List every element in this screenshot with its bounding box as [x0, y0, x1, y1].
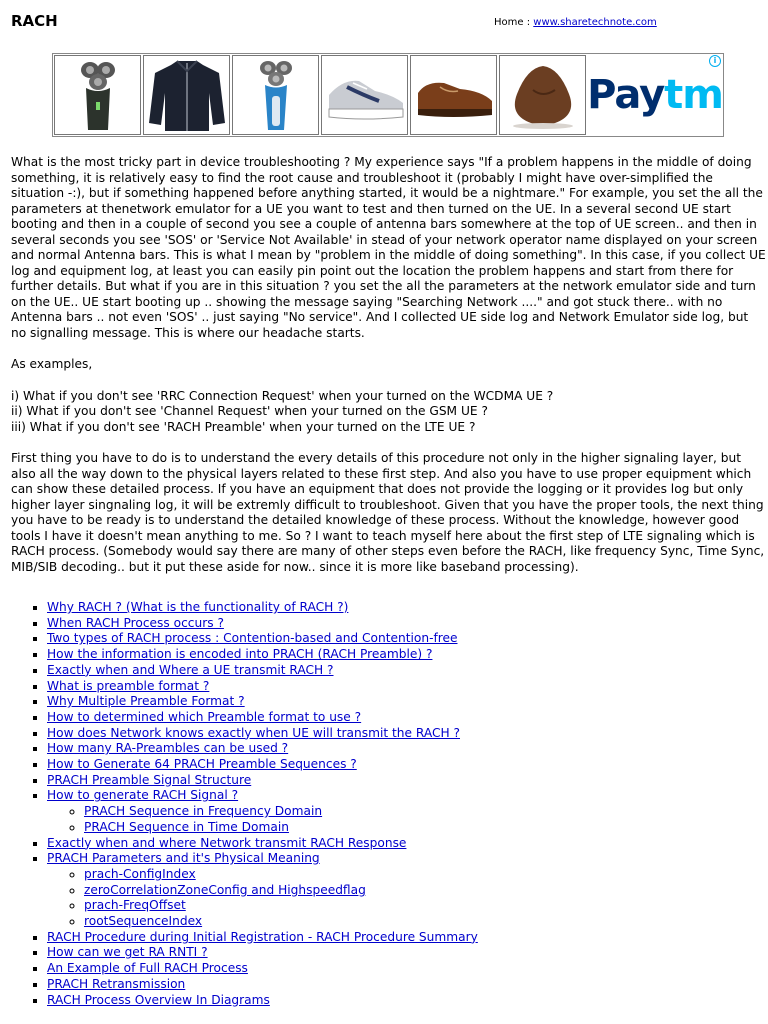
toc-subitem — [84, 883, 751, 899]
toc-link[interactable]: How many RA-Preambles can be used ? — [47, 741, 289, 756]
toc-link[interactable]: RACH Procedure during Initial Registration - RACH Procedure Summary — [47, 929, 478, 944]
toc-item — [47, 961, 751, 977]
toc-item — [47, 836, 751, 852]
toc-item — [47, 945, 751, 961]
toc-sublist — [47, 867, 751, 930]
toc-link[interactable]: PRACH Retransmission — [47, 976, 186, 991]
toc-sublink[interactable]: prach-ConfigIndex — [84, 866, 196, 881]
home-label: Home : — [494, 17, 534, 28]
home-link[interactable]: www.sharetechnote.com — [533, 17, 657, 28]
toc-subitem — [84, 898, 751, 914]
toc-link[interactable]: How the information is encoded into PRACH (RACH Preamble) ? — [47, 647, 433, 662]
toc-link[interactable]: An Example of Full RACH Process — [47, 961, 248, 976]
ad-item-sneaker[interactable] — [321, 55, 408, 135]
ad-item-jacket[interactable] — [143, 55, 230, 135]
toc-sublink[interactable]: PRACH Sequence in Time Domain — [84, 819, 289, 834]
paytm-tm: tm — [664, 72, 723, 118]
toc-item — [47, 851, 751, 930]
toc-link[interactable]: Two types of RACH process : Contention-based and Contention-free — [47, 631, 458, 646]
toc-item — [47, 726, 751, 742]
toc-link[interactable]: Why RACH ? (What is the functionality of RACH ?) — [47, 600, 349, 614]
example-item: i) What if you don't see 'RRC Connection Request' when your turned on the WCDMA UE ? — [11, 388, 554, 403]
toc-link[interactable]: When RACH Process occurs ? — [47, 615, 224, 630]
toc-sublink[interactable]: rootSequenceIndex — [84, 914, 203, 929]
brown-shoe-icon — [412, 65, 496, 125]
toc-link[interactable]: RACH Process Overview In Diagrams — [47, 992, 270, 1007]
example-item: ii) What if you don't see 'Channel Request' when your turned on the GSM UE ? — [11, 404, 488, 418]
jacket-icon — [147, 57, 227, 133]
toc-link[interactable]: How to determined which Preamble format to use ? — [47, 709, 362, 724]
examples-intro: As examples, — [11, 357, 93, 371]
toc-subitem — [84, 804, 751, 820]
toc-link[interactable]: PRACH Preamble Signal Structure — [47, 772, 252, 787]
ad-item-bean-bag[interactable] — [499, 55, 586, 135]
electric-shaver-icon — [68, 58, 128, 132]
toc-link[interactable]: Exactly when and where Network transmit RACH Response — [47, 835, 407, 850]
toc-link[interactable]: How to generate RACH Signal ? — [47, 788, 239, 803]
ad-banner[interactable] — [52, 53, 724, 137]
toc-item — [47, 631, 751, 647]
toc-sublink[interactable]: prach-FreqOffset — [84, 898, 186, 913]
toc-item — [47, 616, 751, 632]
ad-item-brown-shoe[interactable] — [410, 55, 497, 135]
toc-item — [47, 993, 751, 1009]
toc-sublist — [47, 804, 751, 835]
toc-link[interactable]: How does Network knows exactly when UE will transmit the RACH ? — [47, 725, 460, 740]
toc-item — [47, 788, 751, 835]
toc-item — [47, 741, 751, 757]
toc-subitem — [84, 914, 751, 930]
toc-item — [47, 647, 751, 663]
body-paragraph-2: First thing you have to do is to understand the every details of this procedure not only in the higher signaling layer, but also all the way down to the physical layers related to these first step. And also you have to use proper equipment which can show these detailed process. If you have an equipment that does not provide the logging or it provides log but only higher layer singnaling log, it will be extremly difficult to troubleshoot. Given that you have the proper tools, the next thing you have to be ready is to understand the detailed knowledge of these process. Without the knowledge, however good tools I have it doesn't mean anything to me. So ? I want to teach myself here about the first step of LTE signaling which is RACH process. (Somebody would say there are many of other steps even before the RACH, like frequency Sync, Time Sync, MIB/SIB decoding.. but it put these aside for now.. since it is more like baseband processing). — [11, 451, 765, 574]
toc-item — [47, 679, 751, 695]
ad-info-icon[interactable]: i — [709, 55, 721, 67]
blue-shaver-icon — [246, 58, 306, 132]
paytm-logo[interactable] — [587, 54, 723, 136]
toc-item — [47, 710, 751, 726]
toc-item — [47, 757, 751, 773]
toc-item — [47, 930, 751, 946]
page-title: RACH — [11, 12, 58, 30]
toc-item — [47, 694, 751, 710]
toc-sublink[interactable]: PRACH Sequence in Frequency Domain — [84, 804, 323, 819]
toc-link[interactable]: How can we get RA RNTI ? — [47, 945, 208, 960]
table-of-contents — [11, 600, 751, 1008]
toc-item — [47, 773, 751, 789]
bean-bag-icon — [503, 60, 583, 130]
toc-link[interactable]: How to Generate 64 PRACH Preamble Sequences ? — [47, 757, 357, 772]
toc-link[interactable]: Exactly when and Where a UE transmit RACH ? — [47, 662, 334, 677]
toc-link[interactable]: What is preamble format ? — [47, 678, 210, 693]
home-link-row — [494, 17, 657, 28]
toc-list — [11, 600, 751, 1008]
toc-sublink[interactable]: zeroCorrelationZoneConfig and Highspeedflag — [84, 882, 366, 897]
toc-subitem — [84, 867, 751, 883]
paytm-logo-text — [587, 72, 723, 118]
toc-item — [47, 663, 751, 679]
toc-subitem — [84, 820, 751, 836]
intro-paragraph: What is the most tricky part in device troubleshooting ? My experience says "If a problem happens in the middle of doing something, it is relatively easy to find the root cause and troubleshoot it (probably I might have over-simplified the situation -:), but if something happened before anything started, it would be a nightmare." For example, you set the all the parameters at thenetwork emulator for a UE you want to test and then turned on the UE. In a several second UE start booting and then in a couple of second you see a couple of antenna bars somewhere at the top of UE screen.. and then in several seconds you see 'SOS' or 'Service Not Available' in stead of your network operator name displayed on your screen and normal Antenna bars. This is what I mean by "problem in the middle of doing something". In this case, if you collect UE log and equipment log, at least you can easily pin point out the location the problem happens and start from there for further details. But what if you are in this situation ? you set the all the parameters at the network emulator side and turn on the UE.. UE start booting up .. showing the message saying "Searching Network ...." and got stuck there.. with no Antenna bars .. not even 'SOS' .. just saying "No service". And I collected UE side log and Network Emulator side log, but no signalling message. This is where our headache starts. — [11, 155, 766, 340]
toc-link[interactable]: PRACH Parameters and it's Physical Meaning — [47, 851, 320, 866]
toc-link[interactable]: Why Multiple Preamble Format ? — [47, 694, 245, 709]
example-item: iii) What if you don't see 'RACH Preamble' when your turned on the LTE UE ? — [11, 419, 476, 434]
paytm-pay: Pay — [587, 72, 665, 118]
ad-item-shaver[interactable] — [54, 55, 141, 135]
toc-item — [47, 600, 751, 616]
toc-item — [47, 977, 751, 993]
examples-list — [11, 389, 767, 436]
ad-item-blue-shaver[interactable] — [232, 55, 319, 135]
article-body — [11, 155, 767, 591]
sneaker-icon — [323, 65, 407, 125]
